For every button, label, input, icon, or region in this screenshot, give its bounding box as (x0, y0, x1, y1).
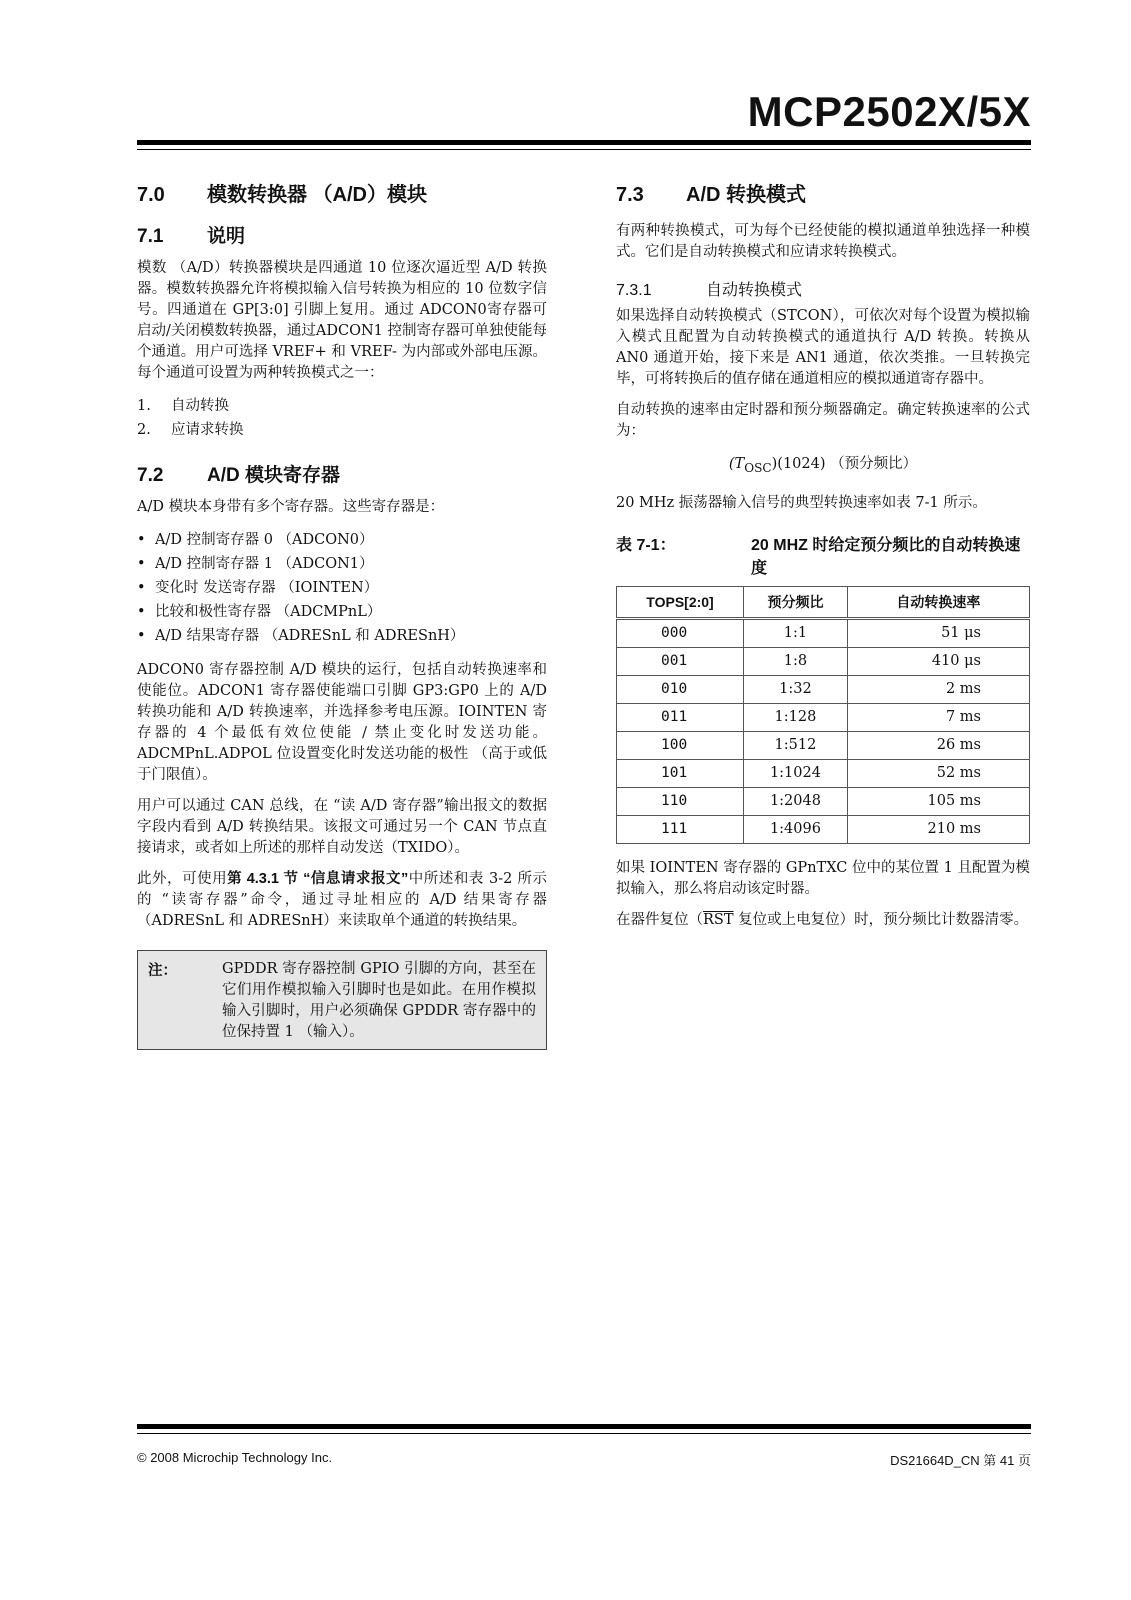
table-cell: 210 ms (847, 815, 1029, 843)
list-item: • 变化时 发送寄存器 （IOINTEN） (137, 580, 379, 596)
table-cell: 105 ms (847, 787, 1029, 815)
register-list (137, 528, 547, 648)
table-cell: 26 ms (847, 731, 1029, 759)
table-header-row (617, 586, 1030, 618)
section-7-3-paragraph: 有两种转换模式，可为每个已经使能的模拟通道单独选择一种模式。它们是自动转换模式和应请求转换模式。 (616, 223, 1030, 260)
table-cell: 2 ms (847, 675, 1029, 703)
table-row (617, 675, 1030, 703)
table-cell: 1:1024 (744, 759, 848, 787)
table-label: 表 7-1： (616, 536, 676, 554)
table-cell: 1:1 (744, 618, 848, 647)
table-cell: 52 ms (847, 759, 1029, 787)
table-cell: 410 μs (847, 647, 1029, 675)
table-row (617, 731, 1030, 759)
table-cell: 1:512 (744, 731, 848, 759)
header-rule-thin (137, 149, 1031, 150)
table-header-cell: 自动转换速率 (847, 586, 1029, 618)
conversion-rate-table (616, 586, 1030, 844)
table-row (617, 647, 1030, 675)
table-cell: 001 (617, 647, 744, 675)
table-header-cell: TOPS[2:0] (617, 586, 744, 618)
section-7-0-heading: 7.0 模数转换器 （A/D）模块 (137, 184, 427, 206)
table-row (617, 618, 1030, 647)
table-cell: 000 (617, 618, 744, 647)
right-column (616, 178, 1030, 941)
list-item: • A/D 结果寄存器 （ADRESnL 和 ADRESnH） (137, 628, 465, 644)
section-7-2-paragraph-3: 用户可以通过 CAN 总线，在 “读 A/D 寄存器”输出报文的数据字段内看到 A/D 转换结果。该报文可通过另一个 CAN 节点直接请求，或者如上所述的那样自动发送（TXIDO）。 (137, 798, 547, 856)
footer-rule-thin (137, 1433, 1031, 1434)
section-7-1-paragraph: 模数 （A/D）转换器模块是四通道 10 位逐次逼近型 A/D 转换器。模数转换器允许将模拟输入信号转换为相应的 10 位数字信号。四通道在 GP[3:0] 引脚上复用。通过 ADCON0寄存器可启动/关闭模数转换器，通过ADCON1 控制寄存器可单独使能每个通道。用户可选择 VREF+ 和 VREF- 为内部或外部电压源。每个通道可设置为两种转换模式之一： (137, 260, 547, 381)
table-cell: 51 μs (847, 618, 1029, 647)
table-cell: 011 (617, 703, 744, 731)
note-label: 注： (148, 963, 177, 979)
list-item: • 比较和极性寄存器 （ADCMPnL） (137, 604, 382, 620)
list-item: 1. 自动转换 (137, 398, 229, 414)
footer-copyright: © 2008 Microchip Technology Inc. (137, 1450, 333, 1465)
section-7-2-intro: A/D 模块本身带有多个寄存器。这些寄存器是： (137, 499, 445, 515)
table-cell: 7 ms (847, 703, 1029, 731)
table-cell: 1:32 (744, 675, 848, 703)
table-cell: 100 (617, 731, 744, 759)
rate-formula: $(T_{OSC})(1024)$ （预分频比） (728, 456, 918, 475)
header-rule-thick (137, 140, 1031, 145)
table-row (617, 815, 1030, 843)
table-cell: 010 (617, 675, 744, 703)
list-item: • A/D 控制寄存器 1 （ADCON1） (137, 556, 374, 572)
table-cell: 1:128 (744, 703, 848, 731)
table-cell: 111 (617, 815, 744, 843)
table-cell: 1:8 (744, 647, 848, 675)
table-row (617, 787, 1030, 815)
section-7-1-heading: 7.1 说明 (137, 226, 246, 247)
table-cell: 1:4096 (744, 815, 848, 843)
note-box (137, 950, 547, 1050)
rst-signal: $\overline{RST}$ (703, 911, 734, 928)
footer-page-number: DS21664D_CN 第 41 页 (890, 1453, 1031, 1468)
footer-rule-thick (137, 1424, 1031, 1429)
table-cell: 1:2048 (744, 787, 848, 815)
section-7-2-heading: 7.2 A/D 模块寄存器 (137, 465, 341, 486)
table-title: 20 MHZ 时给定预分频比的自动转换速度 (751, 536, 1021, 577)
section-7-3-1-paragraph-5: 在器件复位（$\overline{RST}$ 复位或上电复位）时，预分频比计数器清零。 (616, 911, 1029, 928)
list-item: • A/D 控制寄存器 0 （ADCON0） (137, 532, 374, 548)
left-column (137, 178, 547, 1050)
conversion-mode-list (137, 394, 547, 442)
table-cell: 101 (617, 759, 744, 787)
section-7-3-heading: 7.3 A/D 转换模式 (616, 184, 806, 206)
table-header-cell: 预分频比 (744, 586, 848, 618)
table-caption (616, 532, 1030, 578)
section-7-2-paragraph-4: 此外，可使用第 4.3.1 节 “信息请求报文”中所述和表 3-2 所示的 “读寄存器”命令，通过寻址相应的 A/D 结果寄存器 （ADRESnL 和 ADRESnH）来读取单个通道的转换结果。 (137, 871, 547, 929)
section-7-3-1-paragraph-1: 如果选择自动转换模式（STCON），可依次对每个设置为模拟输入模式且配置为自动转换模式的通道执行 A/D 转换。转换从 AN0 通道开始，接下来是 AN1 通道，依次类推。一旦转换完毕，可将转换后的值存储在通道相应的模拟通道寄存器中。 (616, 308, 1030, 387)
section-7-3-1-paragraph-4: 如果 IOINTEN 寄存器的 GPnTXC 位中的某位置 1 且配置为模拟输入，那么将启动该定时器。 (616, 859, 1030, 897)
section-reference-link[interactable]: 第 4.3.1 节 “信息请求报文” (227, 871, 409, 887)
section-7-2-paragraph-2: ADCON0 寄存器控制 A/D 模块的运行，包括自动转换速率和使能位。ADCON1 寄存器使能端口引脚 GP3:GP0 上的 A/D 转换功能和 A/D 转换速率，并选择参考电压源。IOINTEN 寄存器的 4 个最低有效位使能 / 禁止变化时发送功能。ADCMPnL.ADPOL 位设置变化时发送功能的极性 （高于或低于门限值）。 (137, 662, 547, 783)
list-item: 2. 应请求转换 (137, 422, 244, 438)
section-7-3-1-paragraph-2: 自动转换的速率由定时器和预分频器确定。确定转换速率的公式为： (616, 402, 1030, 439)
table-cell: 110 (617, 787, 744, 815)
document-title: MCP2502X/5X (747, 88, 1031, 135)
section-7-3-1-heading: 7.3.1 自动转换模式 (616, 282, 803, 299)
section-7-3-1-paragraph-3: 20 MHz 振荡器输入信号的典型转换速率如表 7-1 所示。 (616, 494, 987, 511)
table-row (617, 759, 1030, 787)
table-row (617, 703, 1030, 731)
note-text: GPDDR 寄存器控制 GPIO 引脚的方向，甚至在它们用作模拟输入引脚时也是如此。在用作模拟输入引脚时，用户必须确保 GPDDR 寄存器中的位保持置 1 （输入）。 (222, 961, 536, 1040)
